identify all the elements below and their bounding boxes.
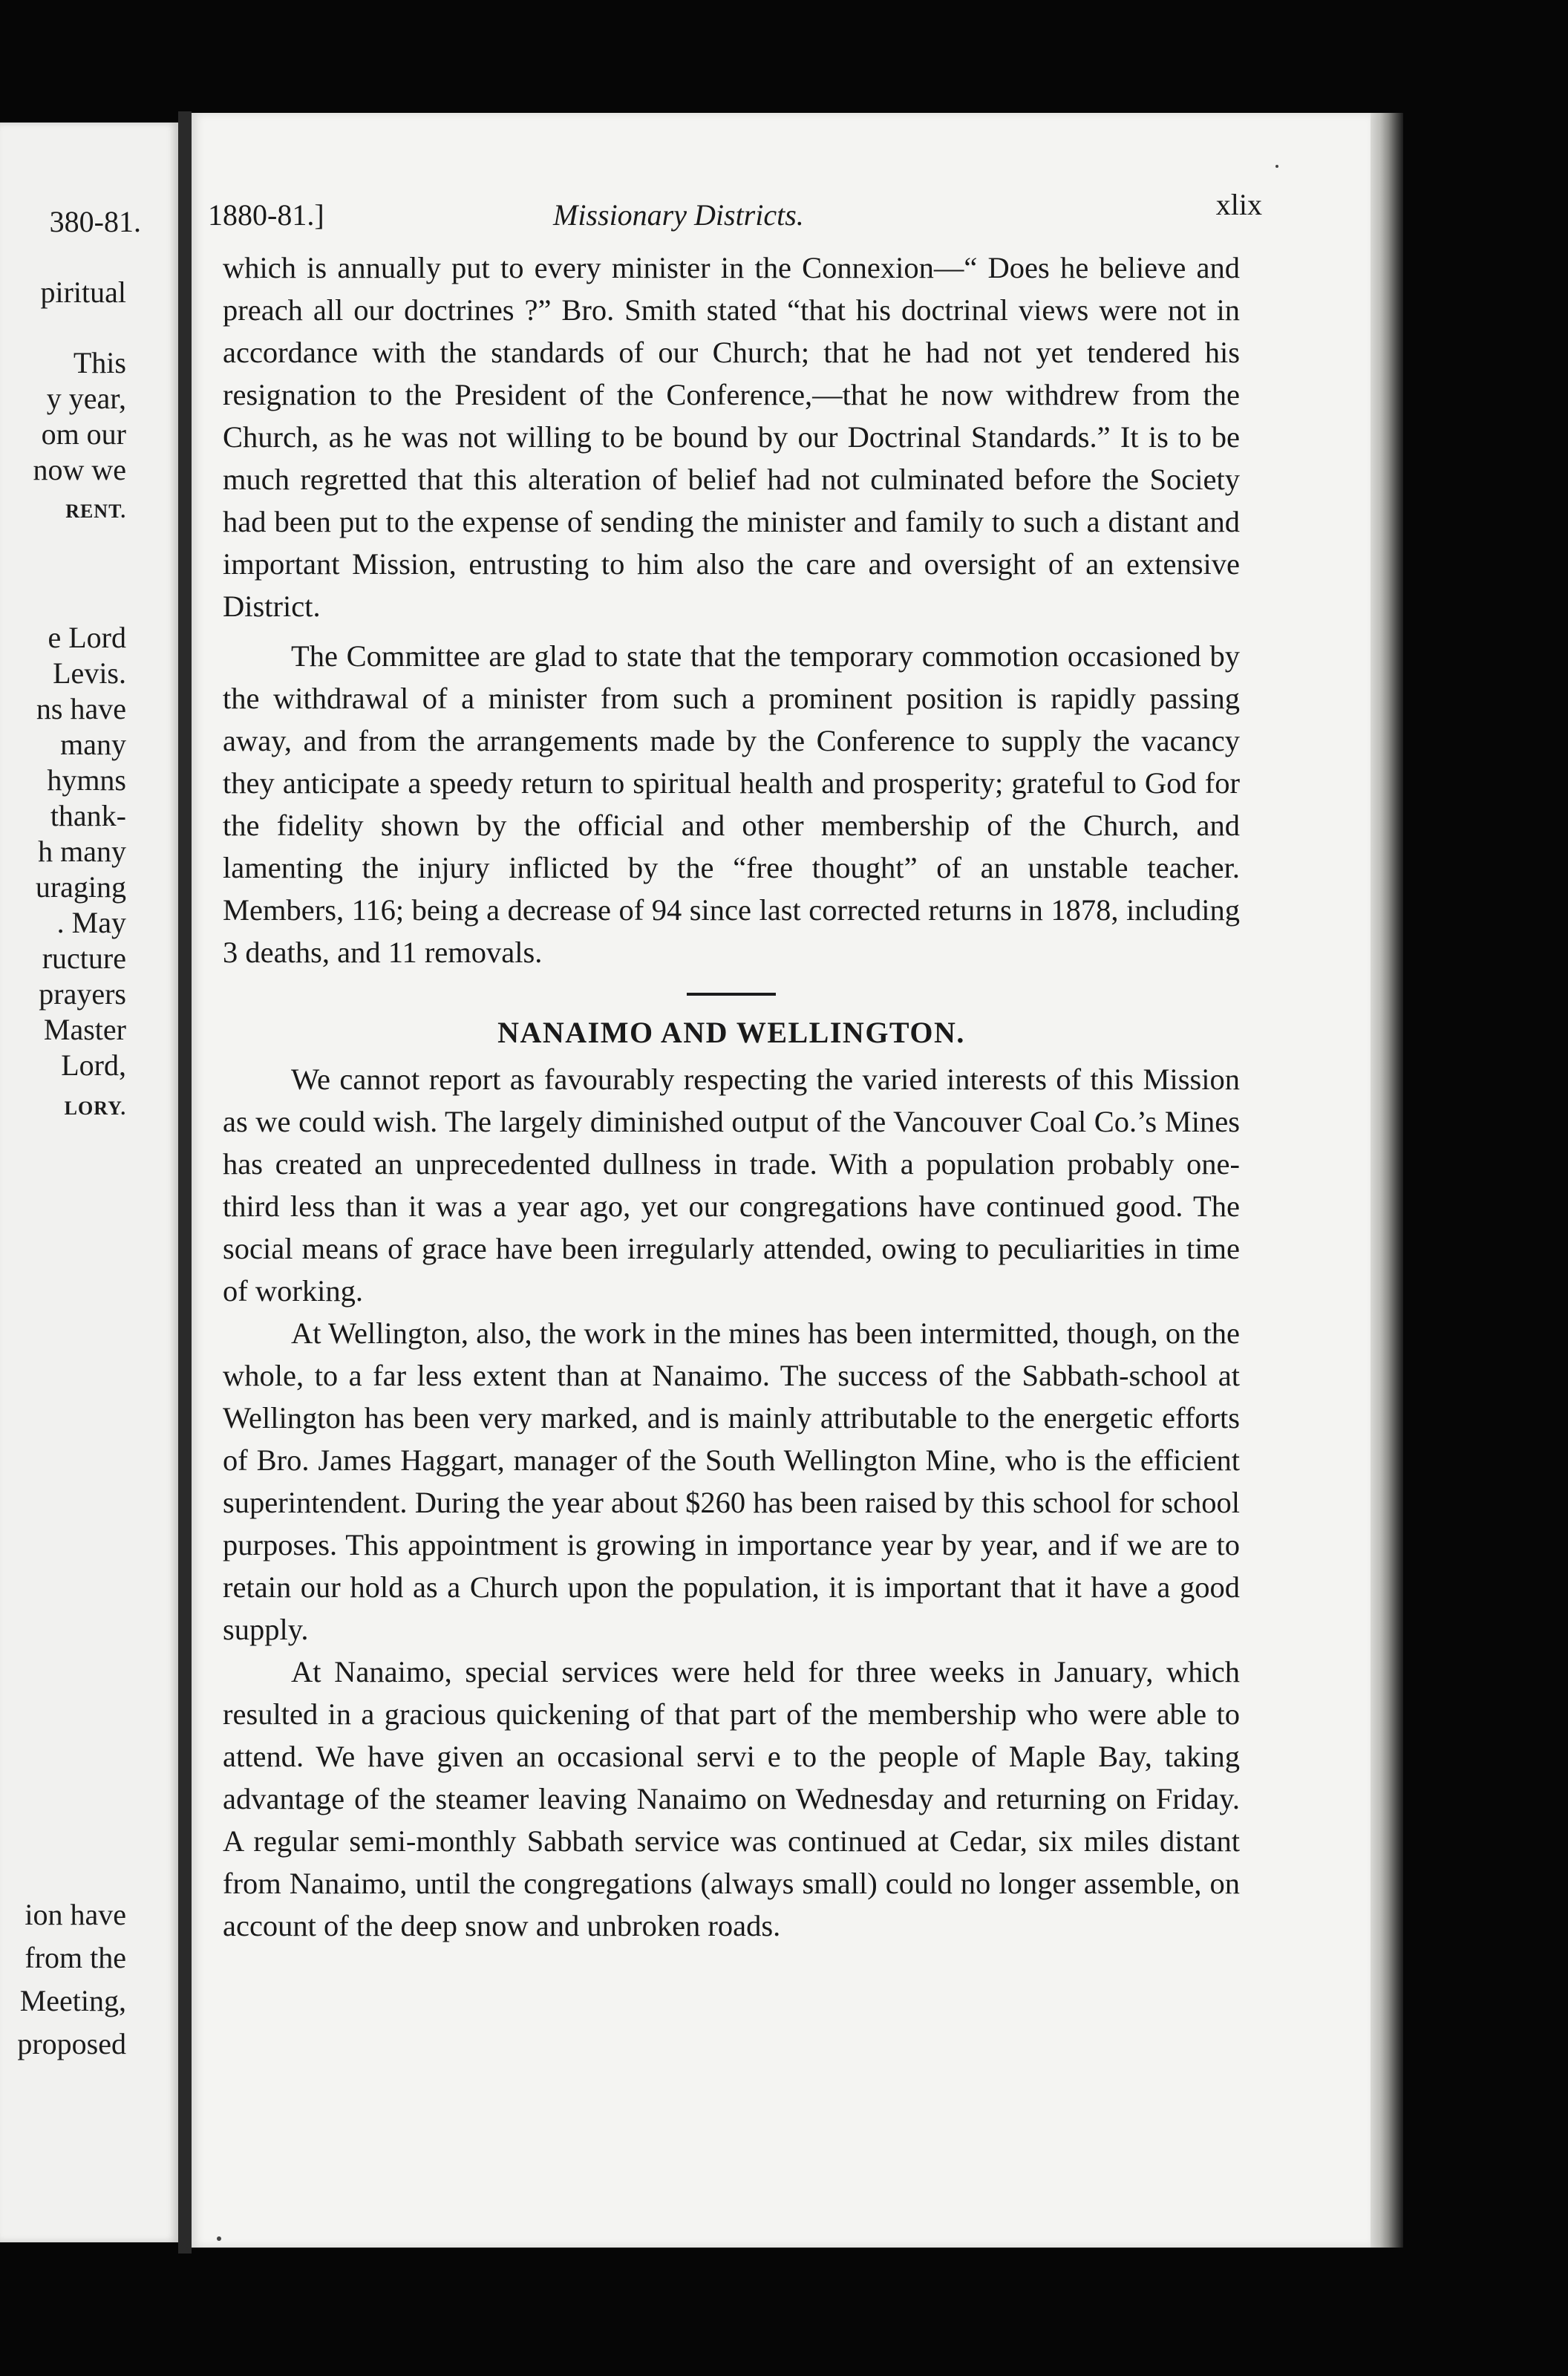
left-page-line: Meeting, (19, 1984, 126, 2017)
left-page-line: piritual (40, 275, 126, 309)
paragraph: We cannot report as favourably respecting the varied interests of this Mission as we could wish. The largely diminished output of the Vancouver Coal Co.’s Mines has created an unprecedented dullness in trade. With a population probably one-third less than it was a year ago, yet our congregations have continued good. The social means of grace have been irregularly attended, owing to peculiarities in time of working. (223, 1063, 1240, 1308)
left-page-line: ns have (36, 692, 126, 725)
left-page-line: This (73, 346, 126, 379)
left-page-line: prayers (39, 977, 126, 1011)
left-page-line: hymns (47, 763, 126, 797)
right-page (192, 113, 1371, 2248)
page-number: xlix (1215, 188, 1262, 221)
left-page-line: om our (41, 417, 126, 451)
left-page-line: from the (24, 1941, 126, 1974)
page-header (208, 188, 1262, 238)
page-edge (1371, 113, 1403, 2248)
left-page-line: ructure (42, 941, 126, 975)
left-page-line: y year, (46, 382, 126, 415)
left-page-line: RENT. (65, 500, 126, 522)
left-page-line: 380-81. (49, 205, 141, 238)
running-title: Missionary Districts. (553, 198, 804, 232)
left-page-line: LORY. (64, 1097, 126, 1119)
paper-speck (1275, 165, 1278, 168)
paragraph: At Nanaimo, special services were held for three weeks in January, which resulted in a gracious quickening of that part of the membership who were able to attend. We have given an occasional servi e to the people of Maple Bay, taking advantage of the steamer leaving Nanaimo on Wednesday and returning on Friday. A regular semi-monthly Sabbath service was continued at Cedar, six miles distant from Nanaimo, until the congregations (always small) could no longer assemble, on account of the deep snow and unbroken roads. (223, 1655, 1240, 1942)
left-page-line: many (60, 728, 126, 761)
left-page-line: . May (56, 906, 126, 939)
left-page-line: now we (33, 453, 126, 486)
paper-speck (217, 2236, 221, 2241)
book-gutter (178, 111, 192, 2253)
header-year: 1880-81.] (208, 198, 324, 232)
left-page-line: Master (43, 1013, 126, 1046)
section-divider (687, 993, 776, 996)
left-page-line: uraging (35, 870, 126, 904)
left-page-line: ion have (24, 1898, 126, 1931)
left-page-fragment (0, 123, 178, 2242)
section-heading: NANAIMO AND WELLINGTON. (497, 1016, 965, 1049)
left-page-line: proposed (17, 2027, 126, 2060)
left-page-line: Lord, (61, 1048, 126, 1082)
left-page-line: Levis. (53, 656, 126, 690)
left-page-line: h many (38, 835, 126, 868)
body-text (223, 247, 1240, 1947)
paragraph: At Wellington, also, the work in the mines has been intermitted, though, on the whole, to a far less extent than at Nanaimo. The success of the Sabbath-school at Wellington has been very marked, and is mainly attributable to the energetic efforts of Bro. James Haggart, manager of the South Wellington Mine, who is the efficient superintendent. During the year about $260 has been raised by this school for school purposes. This appointment is growing in importance year by year, and if we are to retain our hold as a Church upon the population, it is important that it have a good supply. (223, 1316, 1240, 1646)
left-page-line: thank- (50, 799, 126, 832)
paragraph: which is annually put to every minister in the Connexion—“ Does he believe and preach all our doctrines ?” Bro. Smith stated “that his doctrinal views were not in accordance with the standards of our Church; that he had not yet tendered his resignation to the President of the Conference,—that he now withdrew from the Church, as he was not willing to be bound by our Doctrinal Standards.” It is to be much regretted that this alteration of belief had not culminated before the Society had been put to the expense of sending the minister and family to such a distant and important Mission, entrusting to him also the care and oversight of an extensive District. (223, 251, 1240, 623)
paragraph: The Committee are glad to state that the temporary commotion occasioned by the withdrawal of a minister from such a prominent position is rapidly passing away, and from the arrangements made by the Conference to supply the vacancy they anticipate a speedy return to spiritual health and prosperity; grateful to God for the fidelity shown by the official and other membership of the Church, and lamenting the injury inflicted by the “free thought” of an unstable teacher. Members, 116; being a decrease of 94 since last corrected returns in 1878, including 3 deaths, and 11 removals. (223, 639, 1240, 969)
left-page-line: e Lord (48, 621, 126, 654)
